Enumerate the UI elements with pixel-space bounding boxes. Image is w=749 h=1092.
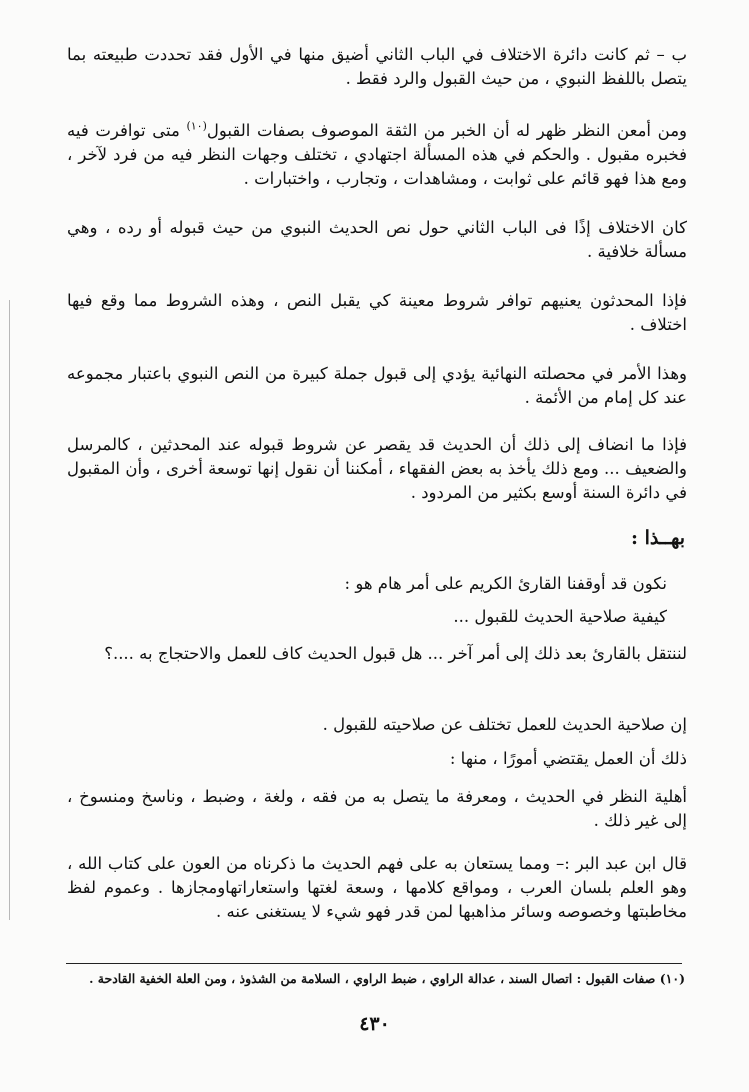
line-move-on bbox=[67, 642, 687, 666]
line-text: لننتقل بالقارئ بعد ذلك إلى أمر آخر ... هل قبول الحديث كاف للعمل والاحتجاج به ....؟ bbox=[104, 644, 687, 663]
paragraph-text: متى توافرت فيه فخبره مقبول . والحكم في هذه المسألة اجتهادي ، تختلف وجهات النظر فيه من فرد لآخر ، ومع هذا فهو قائم على ثوابت ، ومشاهدات ، وتجارب ، واختبارات . bbox=[67, 121, 687, 188]
footnote-divider bbox=[66, 963, 682, 964]
line-text: إن صلاحية الحديث للعمل تختلف عن صلاحيته للقبول . bbox=[322, 715, 687, 734]
line-text: نكون قد أوقفنا القارئ الكريم على أمر هام هو : bbox=[344, 574, 667, 593]
line-acceptance bbox=[47, 605, 687, 629]
footnote: (١٠) صفات القبول : اتصال السند ، عدالة الراوي ، ضبط الراوي ، السلامة من الشذوذ ، ومن العلة الخفية القادحة . bbox=[89, 971, 685, 986]
scan-edge-line bbox=[9, 300, 10, 920]
page-number: ٤٣٠ bbox=[359, 1013, 390, 1035]
paragraph-trusted-narrator bbox=[67, 119, 687, 191]
paragraph-disagreement bbox=[67, 216, 687, 264]
paragraph-final-outcome bbox=[67, 362, 687, 410]
paragraph-text: ومن أمعن النظر ظهر له أن الخبر من الثقة الموصوف بصفات القبول bbox=[206, 121, 688, 140]
footnote-reference: (١٠) bbox=[186, 119, 207, 133]
paragraph-mursal bbox=[67, 433, 687, 505]
paragraph-muhaddithun bbox=[67, 289, 687, 337]
paragraph-b bbox=[67, 43, 687, 91]
line-text: أهلية النظر في الحديث ، ومعرفة ما يتصل به من فقه ، ولغة ، وضبط ، وناسخ ومنسوخ ، إلى غير ذلك . bbox=[67, 787, 687, 830]
paragraph-text: فإذا ما انضاف إلى ذلك أن الحديث قد يقصر عن شروط قبوله عند المحدثين ، كالمرسل والضعيف ... ومع ذلك يأخذ به بعض الفقهاء ، أمكننا أن نقول إنها توسعة أخرى ، وأن المقبول في دائرة السنة أوسع بكثير من المردود . bbox=[67, 435, 687, 502]
line-validity bbox=[67, 713, 687, 737]
section-heading: بهــذا : bbox=[630, 527, 685, 549]
quote-text: قال ابن عبد البر :– ومما يستعان به على فهم الحديث ما ذكرناه من العون على كتاب الله ، وهو العلم بلسان العرب ، ومواقع كلامها ، وسعة لغتها واستعاراتهاومجازها . وعموم لفظ مخاطبتها وخصوصه وسائر مذاهبها لمن قدر فهو شيء لا يستغنى عنه . bbox=[67, 854, 687, 921]
line-requirements bbox=[67, 747, 687, 771]
paragraph-text: فإذا المحدثون يعنيهم توافر شروط معينة كي يقبل النص ، وهذه الشروط مما وقع فيها اختلاف . bbox=[67, 291, 687, 334]
paragraph-text: وهذا الأمر في محصلته النهائية يؤدي إلى قبول جملة كبيرة من النص النبوي باعتبار مجموعه عند كل إمام من الأئمة . bbox=[67, 364, 687, 407]
paragraph-text: ب – ثم كانت دائرة الاختلاف في الباب الثاني أضيق منها في الأول فقد تحددت طبيعته بما يتصل باللفظ النبوي ، من حيث القبول والرد فقط . bbox=[67, 45, 687, 88]
paragraph-text: كان الاختلاف إذًا فى الباب الثاني حول نص الحديث النبوي من حيث قبوله أو رده ، وهي مسألة خلافية . bbox=[67, 218, 687, 261]
line-text: كيفية صلاحية الحديث للقبول ... bbox=[453, 607, 667, 626]
line-important-matter bbox=[47, 572, 687, 596]
line-text: ذلك أن العمل يقتضي أمورًا ، منها : bbox=[449, 749, 687, 768]
quote-ibn-abd-al-barr bbox=[67, 852, 687, 924]
line-qualification bbox=[67, 785, 687, 833]
